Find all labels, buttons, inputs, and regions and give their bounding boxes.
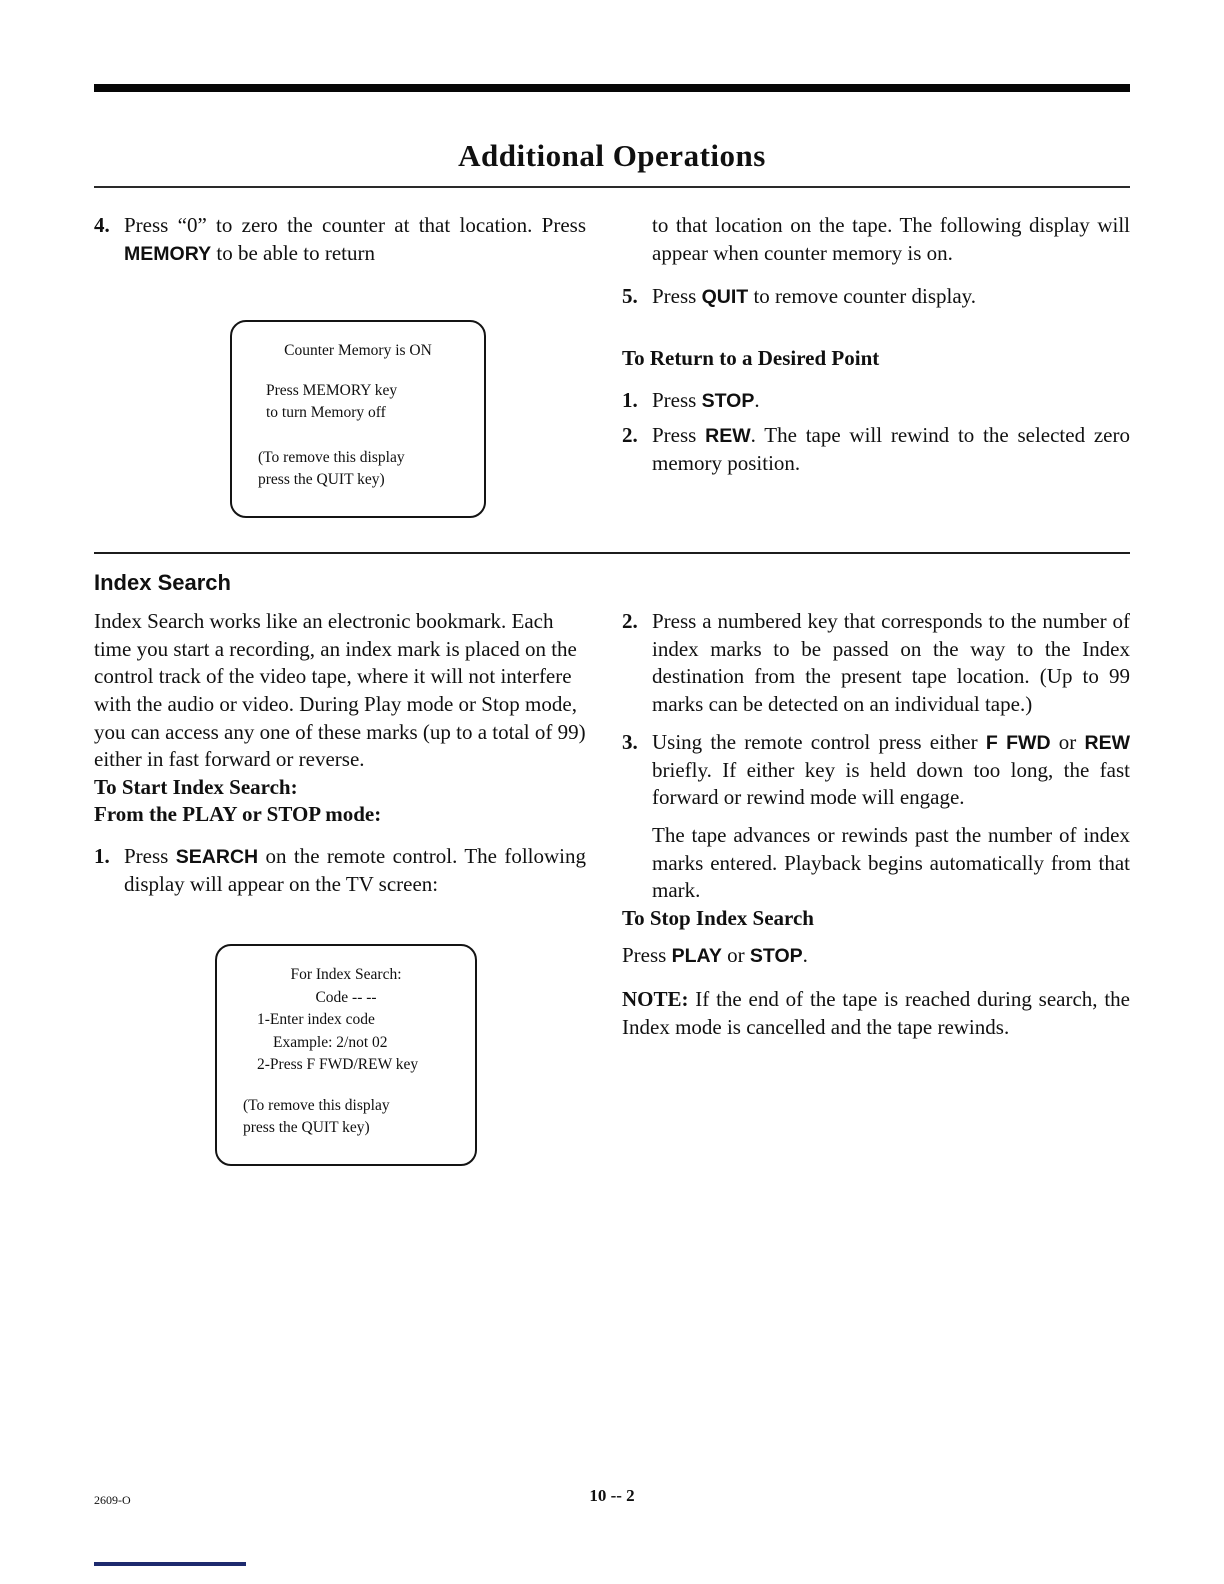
osd-line: Press MEMORY key: [266, 381, 398, 399]
play-stop-mode-subhead: From the PLAY or STOP mode:: [94, 802, 382, 827]
left-column: [94, 212, 586, 518]
document-code: 2609-O: [94, 1493, 131, 1507]
step-4-continuation: to that location on the tape. The following display will appear when counter memory is on.: [652, 213, 1130, 265]
return-point-heading: To Return to a Desired Point: [622, 346, 880, 371]
osd-line: press the QUIT key): [243, 1119, 370, 1137]
osd-line: Code -- --: [315, 988, 377, 1006]
page-title: Additional Operations: [458, 138, 766, 173]
left-column: [94, 608, 586, 1166]
index-step-3-result: The tape advances or rewinds past the number of index marks entered. Playback begins automatically from that mark.: [652, 822, 1130, 903]
return-step-2: [622, 422, 1130, 478]
step-4-number: 4.: [94, 213, 110, 237]
step-4-text: Press “0” to zero the counter at that location. Press MEMORY to be able to return: [124, 213, 586, 265]
step-4: [94, 212, 586, 268]
section-divider: [94, 552, 1130, 554]
osd-line: 2-Press F FWD/REW key: [257, 1056, 419, 1074]
index-search-section: [94, 608, 1130, 1166]
page-number: 10 -- 2: [589, 1486, 635, 1505]
index-step-2-number: 2.: [622, 608, 638, 633]
bottom-left-mark: [94, 1562, 246, 1566]
index-step-1-text: Press SEARCH on the remote control. The following display will appear on the TV screen:: [124, 843, 587, 896]
index-step-3-text: Using the remote control press either F FWD or REW briefly. If either key is held down too long, the fast forward or rewind mode will engage.: [652, 729, 1131, 810]
stop-index-search-subhead: To Stop Index Search: [622, 906, 814, 931]
osd-line: press the QUIT key): [258, 471, 385, 489]
counter-memory-osd-box: [230, 320, 486, 518]
step-5: [622, 283, 1130, 311]
stop-instruction: Press PLAY or STOP.: [622, 943, 808, 968]
return-step-2-text: Press REW. The tape will rewind to the selected zero memory position.: [652, 423, 1130, 476]
index-step-3: [622, 729, 1130, 812]
return-step-1: [622, 387, 1130, 415]
index-step-2-text: Press a numbered key that corresponds to the number of index marks to be passed on the way to the Index destination from the present tape location. (Up to 99 marks can be detected on an individual tape.): [652, 608, 1130, 716]
osd-line: Example: 2/not 02: [273, 1033, 388, 1051]
return-step-1-text: Press STOP.: [652, 387, 760, 412]
right-column: [622, 212, 1130, 518]
top-rule: [94, 84, 1130, 92]
counter-memory-section: [94, 212, 1130, 518]
step-5-text: Press QUIT to remove counter display.: [652, 284, 977, 309]
title-underline: [94, 186, 1130, 188]
osd-line: (To remove this display: [258, 448, 405, 466]
return-step-2-number: 2.: [622, 423, 638, 448]
osd-line: Counter Memory is ON: [284, 341, 432, 359]
index-search-heading: Index Search: [94, 569, 231, 595]
index-search-intro: Index Search works like an electronic bookmark. Each time you start a recording, an index mark is placed on the control track of the video tape, where it will not interfere with the audio or video. During Play mode or Stop mode, you can access any one of these marks (up to a total of 99) either in fast forward or reverse.: [94, 608, 586, 772]
right-column: [622, 608, 1130, 1166]
return-step-1-number: 1.: [622, 387, 638, 412]
osd-line: For Index Search:: [290, 966, 402, 984]
osd-line: (To remove this display: [243, 1096, 390, 1114]
index-step-1-number: 1.: [94, 843, 110, 868]
index-step-1: [94, 843, 586, 899]
index-step-3-number: 3.: [622, 729, 638, 754]
note-paragraph: NOTE: If the end of the tape is reached during search, the Index mode is cancelled and the tape rewinds.: [622, 987, 1130, 1039]
step-5-number: 5.: [622, 284, 638, 309]
index-step-2: [622, 608, 1130, 719]
index-search-osd-box: [215, 944, 477, 1165]
osd-line: to turn Memory off: [266, 404, 386, 422]
osd-line: 1-Enter index code: [257, 1011, 375, 1029]
start-index-search-subhead: To Start Index Search:: [94, 775, 298, 800]
